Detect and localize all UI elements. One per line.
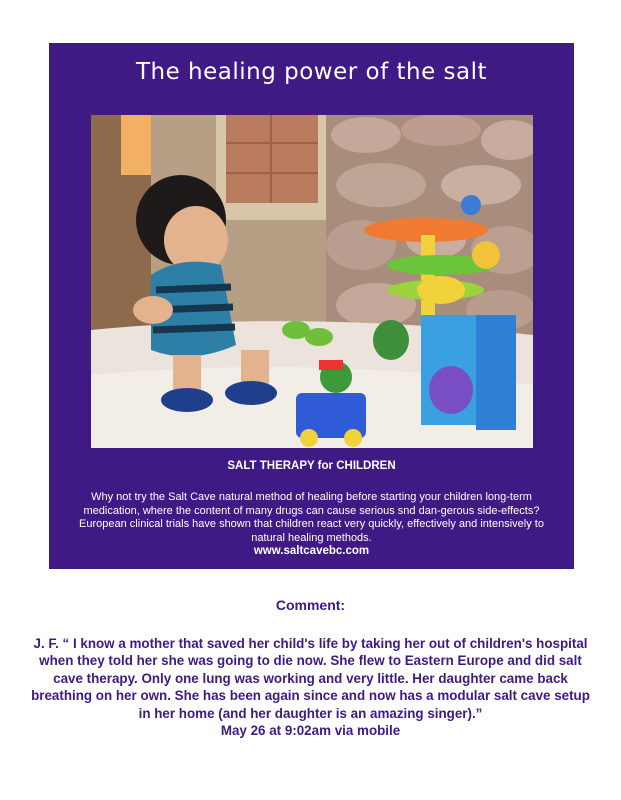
promo-panel xyxy=(49,43,574,569)
comment-timestamp: May 26 at 9:02am via mobile xyxy=(220,723,401,739)
panel-title: The healing power of the salt xyxy=(135,59,488,85)
website-link[interactable]: www.saltcavebc.com xyxy=(253,545,370,557)
child-salt-cave-photo xyxy=(91,115,533,448)
comment-heading: Comment: xyxy=(275,597,346,613)
description-text: Why not try the Salt Cave natural method of healing before starting your children long-term medication, where the content of many drugs can cause serious snd dan-gerous side-effects? European clinical trials have shown that children react very quickly, effectively and intensively to natural healing methods. xyxy=(79,491,544,544)
section-heading: SALT THERAPY for CHILDREN xyxy=(227,460,396,472)
comment-section xyxy=(30,597,591,739)
comment-quote: J. F. “ I know a mother that saved her child's life by taking her out of children's hospital when they told her she was going to die now. She flew to Eastern Europe and did salt cave therapy. Only one lung was working and very little. Her daughter came back breathing on her own. She has been again since and now has a modular salt cave setup in her home (and her daughter is an amazing singer).” xyxy=(31,636,590,721)
